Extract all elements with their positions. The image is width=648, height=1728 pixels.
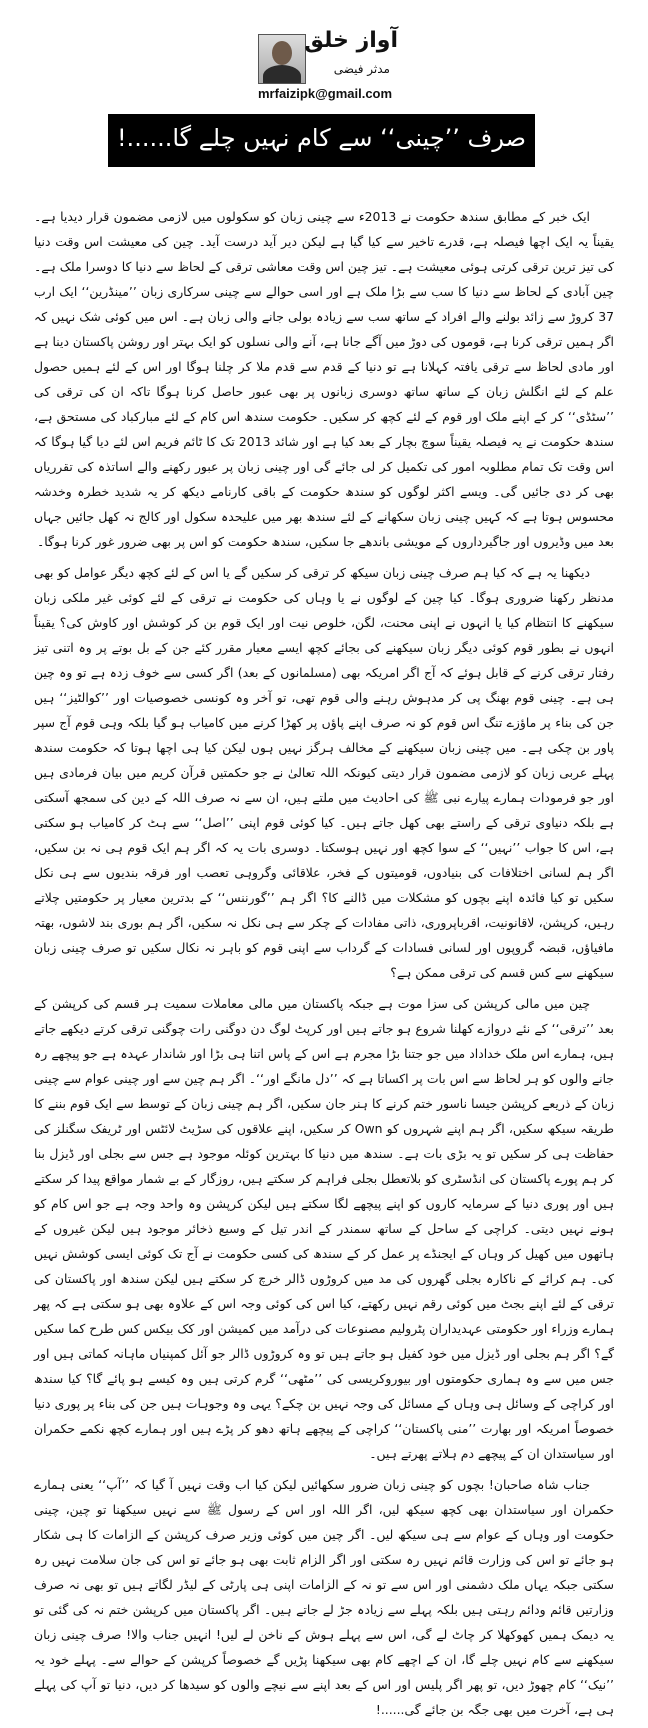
author-email: mrfaizipk@gmail.com xyxy=(258,86,393,101)
article-body xyxy=(34,204,614,1728)
paragraph-3: چین میں مالی کرپشن کی سزا موت ہے جبکہ پاکستان میں مالی معاملات سمیت ہر قسم کی کرپشن کے بعد ’’ترقی‘‘ کے نئے دروازے کھلنا شروع ہو جاتے ہیں اور کرپٹ لوگ دن دوگنی رات چوگنی ترقی کرتے دیکھے جاتے ہیں، ہمارے اس ملک خداداد میں جو جتنا بڑا مجرم ہے اس کے پاس اتنا ہی بڑا اور شاندار عہدہ ہے جو پیچھے رہ جانے والوں کو ہر لحاظ سے اس بات پر اکساتا ہے کہ ’’دل مانگے اور‘‘۔ اگر ہم چین سے اور چینی عوام سے چینی زبان کے ذریعے کرپشن جیسا ناسور ختم کرنے کا ہنر جان سکیں، اگر ہم چینی زبان کے توسط سے ایک قوم بننے کا طریقہ سیکھ سکیں، اگر ہم اپنے شہروں کو Own کر سکیں، اپنے علاقوں کی سڑیٹ لائٹس اور ٹریفک سگنلز کی حفاظت ہی کر سکیں تو یہ بڑی بات ہے۔ سندھ میں دنیا کا بہترین کوئلہ موجود ہے جس سے بجلی اور ڈیزل بنا کر ہم پورے پاکستان کی انڈسٹری کو بلاتعطل بجلی فراہم کر سکتے ہیں، روزگار کے بے شمار مواقع پیدا کر سکتے ہیں اور پوری دنیا کے سرمایہ کاروں کو اپنے پیچھے لگا سکتے ہیں لیکن کرپشن وہ واحد وجہ ہے جو اس کام کو ہونے نہیں دیتی۔ کراچی کے ساحل کے ساتھ سمندر کے اندر تیل کے وسیع ذخائر موجود ہیں لیکن غیروں کے ہاتھوں میں کھیل کر وہاں کے ایجنڈے پر عمل کر کے سندھ کی کسی حکومت نے آج تک کوئی ایسی کوشش نہیں کی۔ ہم کرائے کے ناکارہ بجلی گھروں کی مد میں کروڑوں ڈالر خرچ کر سکتے ہیں لیکن سندھ اور پاکستان کی ترقی کے لئے اپنے بجٹ میں کوئی رقم نہیں رکھتے، کیا اس کی کوئی وجہ اس کے علاوہ بھی ہو سکتی ہے کہ پھر ہمارے وزراء اور حکومتی عہدیداران پٹرولیم مصنوعات کی درآمد میں کمیشن اور کک بیکس کس طرح کما سکیں گے؟ اگر ہم بجلی اور ڈیزل میں خود کفیل ہو جاتے ہیں تو وہ کروڑوں ڈالر جو آئل کمپنیاں ماہانہ کماتی ہیں اور جس میں سے وہ ہماری حکومتوں اور بیوروکریسی کی ’’مٹھی‘‘ گرم کرتی ہیں وہ کیسے ہو پائے گا؟ کیا سندھ اور کراچی کے وسائل ہی وہاں کے مسائل کی وجہ نہیں بن چکے؟ یہی وہ وجوہات ہیں جن کی بناء پر پوری دنیا خصوصاً امریکہ اور بھارت ’’منی پاکستان‘‘ کراچی کے پیچھے ہاتھ دھو کر پڑے ہیں اور ہمارے کچھ نکمے حکمران اور سیاستدان ان کے پیچھے دم ہلاتے پھرتے ہیں۔ xyxy=(34,996,615,1461)
author-name: مدثر فیضی xyxy=(333,62,390,76)
author-photo-head xyxy=(272,41,292,65)
column-masthead xyxy=(258,22,398,102)
headline: صرف ’’چینی‘‘ سے کام نہیں چلے گا......! xyxy=(116,124,527,152)
author-photo-body xyxy=(263,65,301,84)
paragraph-1: ایک خبر کے مطابق سندھ حکومت نے 2013ء سے چینی زبان کو سکولوں میں لازمی مضمون قرار دیدیا ہے۔ یقیناً یہ ایک اچھا فیصلہ ہے، قدرے تاخیر سے کیا گیا ہے لیکن دیر آید درست آید۔ چین کی معیشت اس وقت دنیا کی تیز ترین ترقی کرتی ہوئی معیشت ہے۔ تیز چین اس وقت معاشی ترقی کے لحاظ سے دنیا کا دوسرا ملک ہے۔ چین آبادی کے لحاظ سے دنیا کا سب سے بڑا ملک ہے اور اسی حوالے سے چینی سرکاری زبان ’’مینڈرین‘‘ ایک ارب 37 کروڑ سے زائد بولنے والے افراد کے ساتھ سب سے زیادہ بولی جانے والی زبان ہے۔ اس میں کوئی شک نہیں کہ اگر ہمیں ترقی کرنا ہے، قوموں کی دوڑ میں آگے جانا ہے، آنے والی نسلوں کو ایک بہتر اور روشن پاکستان دینا ہے اور مادی لحاظ سے ترقی یافتہ کہلانا ہے تو دنیا کے قدم سے قدم ملا کر چلنا ہوگا اور اس کے لئے ہمیں حصول علم کے لئے انگلش زبان کے ساتھ ساتھ دوسری زبانوں پر بھی عبور حاصل کرنا ہوگا تاکہ ان کی ترقی کی ’’سٹڈی‘‘ کر کے اپنے ملک اور قوم کے لئے کچھ کر سکیں۔ حکومت سندھ اس کام کے لئے مبارکباد کی مستحق ہے، سندھ حکومت نے یہ فیصلہ یقیناً سوچ بچار کے بعد کیا ہے اور شائد 2013 تک کا ٹائم فریم اس لئے دیا گیا ہوگا کہ اس وقت تک تمام مطلوبہ امور کی تکمیل کر لی جائے گی اور چینی زبان پر عبور رکھنے والے اساتذہ کی تقرریاں بھی کر دی جائیں گی۔ ویسے اکثر لوگوں کو سندھ حکومت کے باقی کارنامے دیکھ کر یہ شدید خطرہ وخدشہ محسوس ہوتا ہے کہ کہیں چینی زبان سکھانے کے لئے سندھ بھر میں علیحدہ سکول اور کالج نہ کھل جائیں جہاں بعد میں وڈیروں اور جاگیرداروں کے مویشی باندھے جا سکیں، سندھ حکومت کو اس پر بھی ضرور غور کرنا ہوگا۔ xyxy=(34,209,615,549)
author-photo xyxy=(258,34,306,84)
paragraph-4: جناب شاہ صاحبان! بچوں کو چینی زبان ضرور سکھائیں لیکن کیا اب وقت نہیں آ گیا کہ ’’آپ‘‘ یعنی ہمارے حکمران اور سیاستدان بھی کچھ سیکھ لیں، اگر اللہ اور اس کے رسول ﷺ سے نہیں سیکھنا تو چین، چینی حکومت اور وہاں کے عوام سے ہی سیکھ لیں۔ اگر چین میں کوئی وزیر صرف کرپشن کے الزامات کا ہی شکار ہو جائے تو اس کی وزارت قائم نہیں رہ سکتی اور اگر الزام ثابت بھی ہو جائے تو اس کی جان سلامت نہیں رہ سکتی جبکہ یہاں ملک دشمنی اور اس سے تو نہ کے الزامات اپنی ہی پارٹی کے لیڈر لگاتے ہیں تو بھی نہ صرف وزارتیں قائم ودائم رہتی ہیں بلکہ پہلے سے زیادہ جڑ لے جاتے ہیں۔ اگر پاکستان میں کرپشن ختم نہ کی گئی تو یہ دیمک ہمیں کھوکھلا کر چاٹ لے گی، اس سے پہلے ہوش کے ناخن لے لیں! انہیں جناب والا! صرف چینی زبان سیکھنے سے کام نہیں چلے گا، ان کے اچھے کام بھی سیکھنا پڑیں گے خصوصاً کرپشن کے حوالے سے۔ پہلے خود یہ ’’نیک‘‘ کام چھوڑ دیں، تو پھر اگر پلیس اور اس کے بعد اپنے سے نیچے والوں کو سیدھا کر دیں، دنیا تو آپ کی پہلے ہی ہے، آخرت میں بھی جگہ بن جائے گی......! xyxy=(34,1477,614,1717)
headline-banner xyxy=(108,114,535,167)
paragraph-2: دیکھنا یہ ہے کہ کیا ہم صرف چینی زبان سیکھ کر ترقی کر سکیں گے یا اس کے لئے کچھ دیگر عوامل کو بھی مدنظر رکھنا ضروری ہوگا۔ کیا چین کے لوگوں نے یا وہاں کی حکومت نے ترقی کے لئے کوئی غیر ملکی زبان سیکھنے کا انتظام کیا یا انہوں نے اپنی محنت، لگن، خلوص نیت اور ایک قوم بن کر کوشش اور کاوش کی؟ یقیناً انہوں نے بطور قوم کوئی دیگر زبان سیکھنے کی بجائے کچھ ایسے معیار مقرر کئے جن کے بل بوتے پر وہ اتنی تیز رفتار ترقی کرنے کے قابل ہوئے کہ آج اگر امریکہ بھی (مسلمانوں کے بعد) اگر کسی سے خوف زدہ ہے تو وہ چین ہی ہے۔ چینی قوم بھنگ پی کر مدہوش رہنے والی قوم تھی، تو آخر وہ کونسی خصوصیات اور ’’کوالٹیز‘‘ ہیں جن کی بناء پر ماؤزے تنگ اس قوم کو نہ صرف اپنے پاؤں پر کھڑا کرنے میں کامیاب ہو گیا بلکہ وہی قوم آج سپر پاور بن چکی ہے۔ میں چینی زبان سیکھنے کے مخالف ہرگز نہیں ہوں لیکن کیا ہی اچھا ہوتا کہ حکومت سندھ پہلے عربی زبان کو لازمی مضمون قرار دیتی کیونکہ اللہ تعالیٰ نے جو حکمتیں قرآن کریم میں بیان فرمادی ہیں اور جو فرمودات ہمارے پیارے نبی ﷺ کی احادیث میں ملتے ہیں، ان سے نہ صرف اللہ کے دین کی سمجھ آسکتی ہے بلکہ دنیاوی ترقی کے راستے بھی کھل جاتے ہیں۔ کیا کوئی قوم اپنی ’’اصل‘‘ سے ہٹ کر کامیاب ہو سکتی ہے، اس کا جواب ’’نہیں‘‘ کے سوا کچھ اور نہیں ہوسکتا۔ دوسری بات یہ کہ اگر ہم ایک قوم ہی نہ بن سکیں، اگر ہم لسانی اختلافات کی بنیادوں، قومیتوں کے فخر، علاقائی وگروہی تعصب اور فرقہ بندیوں سے ہی نکل سکیں تو کیا فائدہ اپنے بچوں کو مشکلات میں ڈالنے کا؟ اگر ہم ’’گورننس‘‘ کے بدترین معیار پر حکومتیں چلاتے رہیں، کرپشن، لاقانونیت، اقرباپروری، ذاتی مفادات کے چکر سے ہی نکل نہ سکیں، اگر ہم بوری بند لاشوں، بھتہ مافیاؤں، قبضہ گروپوں اور لسانی فسادات کے گرداب سے اپنی قوم کو باہر نہ نکال سکیں تو صرف چینی زبان سیکھنے سے کس قسم کی ترقی ممکن ہے؟ xyxy=(34,565,614,980)
column-title: آواز خلق xyxy=(304,28,398,53)
